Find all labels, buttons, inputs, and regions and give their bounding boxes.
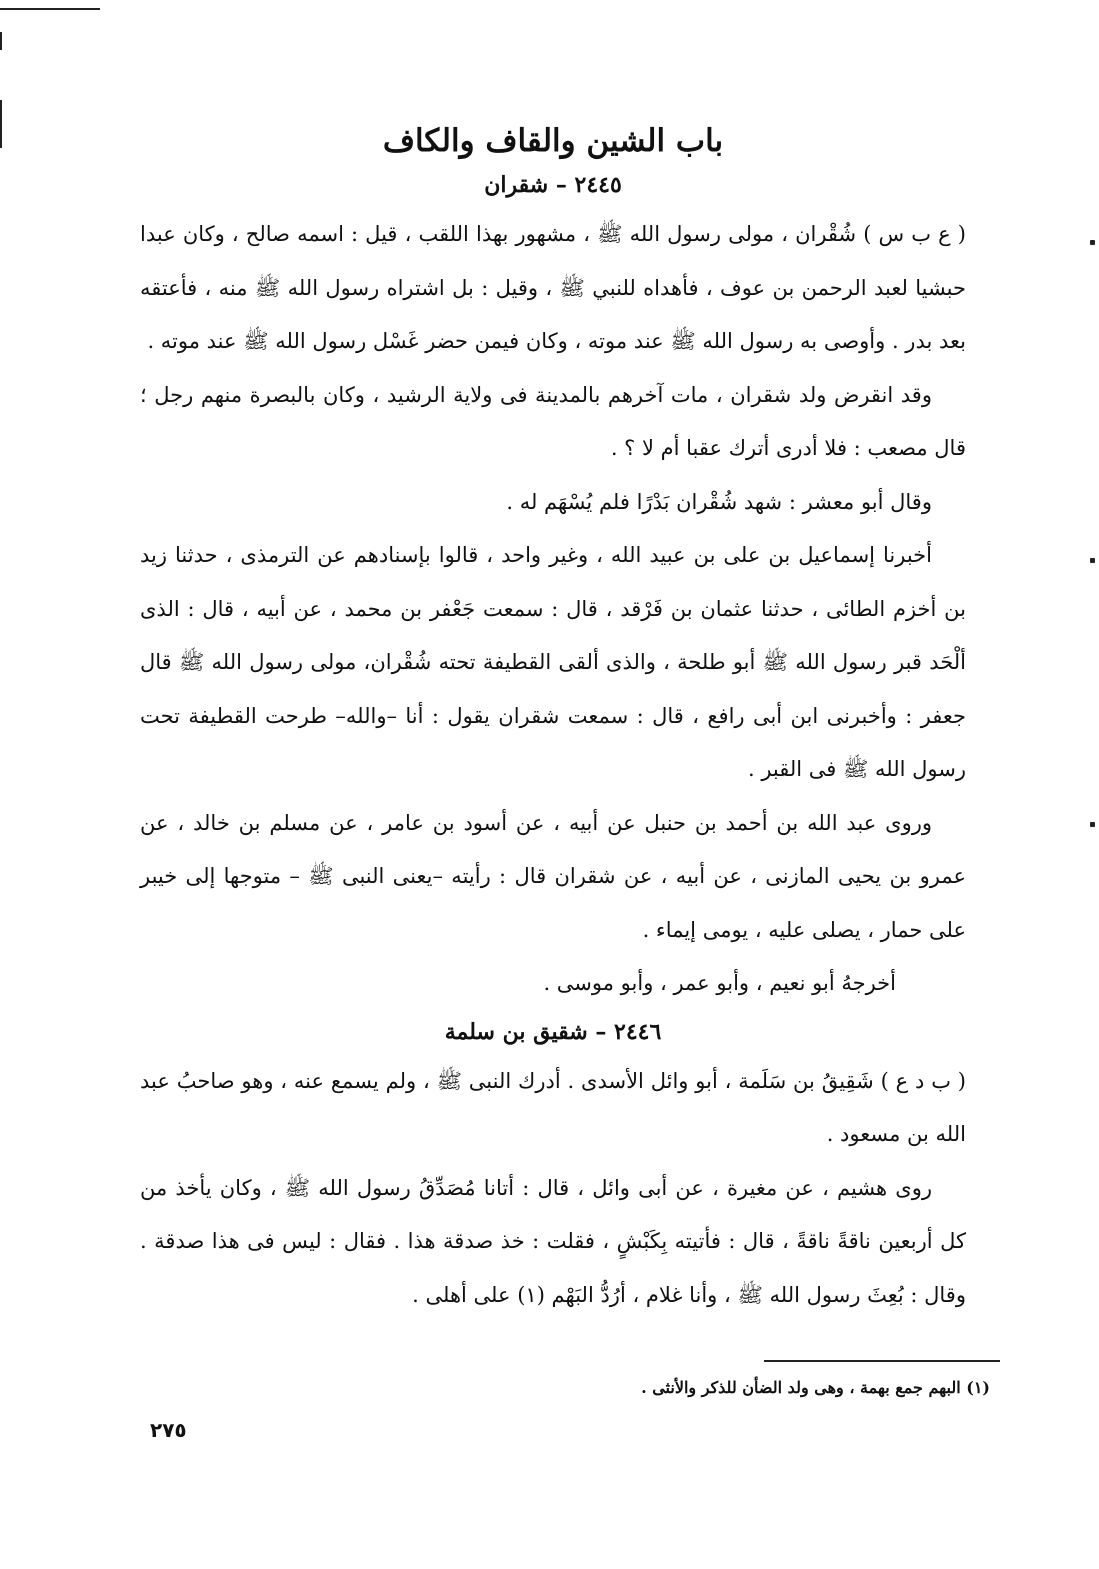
scan-edge-mark	[0, 100, 2, 148]
footnote: (١) البهم جمع بهمة ، وهى ولد الضأن للذكر والأنثى .	[641, 1378, 990, 1397]
entry-paragraph: وقال أبو معشر : شهد شُقْران بَدْرًا فلم يُسْهَم له .	[506, 489, 932, 514]
entry-heading: ٢٤٤٦ – شقيق بن سلمة	[444, 1018, 662, 1045]
footnote-divider	[764, 1360, 1000, 1362]
scan-speck	[1090, 822, 1095, 827]
chapter-title: باب الشين والقاف والكاف	[382, 123, 724, 159]
page-body	[140, 118, 966, 1322]
entry-paragraph: وروى عبد الله بن أحمد بن حنبل عن أبيه ، عن أسود بن عامر ، عن مسلم بن خالد ، عن عمرو بن يحيى المازنى ، عن أبيه ، عن شقران قال : رأيته –يعنى النبى ﷺ – متوجها إلى خيبر على حمار ، يصلى عليه ، يومى إيماء .	[140, 810, 966, 942]
entry-paragraph: وقد انقرض ولد شقران ، مات آخرهم بالمدينة فى ولاية الرشيد ، وكان بالبصرة منهم رجل ؛ قال مصعب : فلا أدرى أترك عقبا أم لا ؟ .	[140, 382, 966, 460]
entry-paragraph: ( ع ب س ) شُقْران ، مولى رسول الله ﷺ ، مشهور بهذا اللقب ، قيل : اسمه صالح ، وكان عبدا حبشيا لعبد الرحمن بن عوف ، فأهداه للنبي ﷺ ، وقيل : بل اشتراه رسول الله ﷺ منه ، فأعتقه بعد بدر . وأوصى به رسول الله ﷺ عند موته ، وكان فيمن حضر غَسْل رسول الله ﷺ عند موته .	[140, 222, 966, 353]
entry-paragraph: أخرجهُ أبو نعيم ، وأبو عمر ، وأبو موسى .	[543, 971, 896, 995]
entry-heading: ٢٤٤٥ – شقران	[484, 172, 622, 198]
entry-paragraph: ( ب د ع ) شَقِيقُ بن سَلَمة ، أبو وائل الأسدى . أدرك النبى ﷺ ، ولم يسمع عنه ، وهو صاحبُ عبد الله بن مسعود .	[140, 1068, 966, 1146]
page-number: ٢٧٥	[150, 1418, 187, 1442]
entry-paragraph: أخبرنا إسماعيل بن على بن عبيد الله ، وغير واحد ، قالوا بإسنادهم عن الترمذى ، حدثنا زيد بن أخزم الطائى ، حدثنا عثمان بن فَرْقد ، قال : سمعت جَعْفر بن محمد ، عن أبيه ، قال : الذى ألْحَد قبر رسول الله ﷺ أبو طلحة ، والذى ألقى القطيفة تحته شُقْران، مولى رسول الله ﷺ قال جعفر : وأخبرنى ابن أبى رافع ، قال : سمعت شقران يقول : أنا –والله– طرحت القطيفة تحت رسول الله ﷺ فى القبر .	[140, 543, 966, 781]
scan-speck	[1090, 558, 1095, 563]
scan-edge-line	[0, 8, 100, 10]
scan-speck	[1090, 240, 1095, 245]
entry-paragraph: روى هشيم ، عن مغيرة ، عن أبى وائل ، قال : أتانا مُصَدِّقُ رسول الله ﷺ ، وكان يأخذ من كل أربعين ناقةً ناقةً ، قال : فأتيته بِكَبْشٍ ، فقلت : خذ صدقة هذا . فقال : ليس فى هذا صدقة . وقال : بُعِثَ رسول الله ﷺ ، وأنا غلام ، أرُدُّ البَهْم (١) على أهلى .	[140, 1175, 966, 1307]
scan-edge-mark	[0, 32, 2, 50]
